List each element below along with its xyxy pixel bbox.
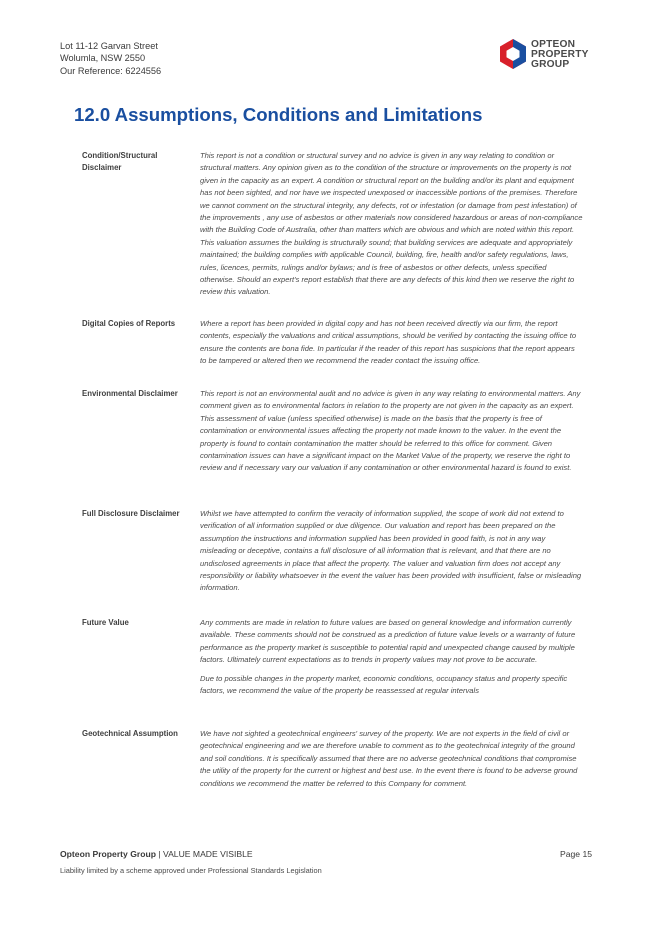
footer-separator: | [158, 849, 161, 859]
address-line: Wolumla, NSW 2550 [60, 53, 146, 64]
footer-brand: Opteon Property Group [60, 849, 156, 859]
section-paragraph: Whilst we have attempted to confirm the veracity of information supplied, the scope of work did not extend to verification of all information supplied or due diligence. Our valuation and report has been prepared on the assumption the instructions and information supplied has been provided in good faith, is not in any way misleading or deceptive, contains a full disclosure of all information that is relevant, and that there are no undisclosed agreements in place that affect the property. The valuer and valuation firm does not accept any responsibility or liability whatsoever in the event the valuer has been provided with insufficient, false or misleading information. [200, 509, 582, 593]
section-body [200, 318, 583, 368]
section-paragraph: Due to possible changes in the property market, economic conditions, occupancy status and property specific factors, we recommend the value of the property be reassessed at regular intervals [200, 673, 568, 696]
logo-line: OPTEON [531, 39, 576, 50]
logo-line: PROPERTY [531, 49, 589, 61]
section-paragraph: This report is not a condition or structural survey and no advice is given in any way relating to condition or structural matters. Any opinion given as to the condition of the structure or improvements on the property is not given in the capacity as an expert. A condition or structural report on the building and/or its plant and equipment has not been sighted, and nor have we inspected unexposed or inaccessible portions of the premises. Therefore we cannot comment on the structural integrity, any defects, rot or infestation (or damage from pest infestation) of the improvements , any use of asbestos or other materials now considered hazardous or areas of non-compliance with the Building Code of Australia, other than matters which are obvious and which are noted within this report. This valuation assumes the building is structurally sound; that building services are adequate and appropriately maintained; the building complies with applicable Council, building, fire, health and/or safety regulations, laws, rules, licences, permits, rulings and/or bylaws; and is free of asbestos or other defects, unless specified otherwise. Should an expert's report establish that there are any defects of this kind then we reserve the right to review this valuation. [200, 151, 583, 297]
section-label: Digital Copies of Reports [82, 319, 176, 328]
section-title: 12.0 Assumptions, Conditions and Limitations [74, 104, 483, 125]
footer-tagline: VALUE MADE VISIBLE [162, 849, 253, 859]
section-paragraph: This report is not an environmental audit and no advice is given in any way relating to environmental matters. Any comment given as to environmental factors in relation to the property are not given in the capacity as an expert. This assessment of value (unless specified otherwise) is made on the basis that the property is free of contamination or environmental issues affecting the property not made known to the valuer. In the event the property is found to contain contamination the matter should be referred to this office for comment. Given contamination issues can have a significant impact on the Market Value of the property, we reserve the right to review and if necessary vary our valuation if any contamination or other environmental hazard is found to exist. [200, 389, 581, 473]
footer-liability: Liability limited by a scheme approved under Professional Standards Legislation [60, 866, 322, 875]
opteon-hexagon-logo-icon [498, 38, 528, 70]
footer-branding [60, 849, 253, 859]
section-body [200, 150, 583, 299]
section-body [200, 617, 583, 697]
page-number: Page 15 [560, 849, 593, 859]
section-body [200, 728, 583, 790]
section-paragraph: Where a report has been provided in digital copy and has not been received directly via our firm, the report contents, especially the valuations and critical assumptions, should be verified by contacting the issuing office to ensure the contents are bona fide. In particular if the reader of this report has suspicions that the report appears to be tampered or altered then we recommend the reader contact the issuing office. [200, 319, 577, 366]
section-body [200, 508, 583, 595]
reference-line: Our Reference: 6224556 [60, 65, 162, 76]
property-address [60, 40, 161, 77]
section-label: Future Value [82, 618, 129, 627]
section-label: Environmental Disclaimer [82, 389, 178, 398]
address-line: Lot 11-12 Garvan Street [60, 41, 158, 51]
section-paragraph: Any comments are made in relation to future values are based on general knowledge and information currently available. These comments should not be construed as a prediction of future value levels or a warranty of future performance as the property market is susceptible to potential rapid and unexpected change caused by multiple factors. Ultimately current expectations as to trends in property values may not prove to be accurate. [200, 618, 576, 665]
company-logo [498, 38, 610, 74]
logo-line: GROUP [531, 59, 570, 71]
section-paragraph: We have not sighted a geotechnical engineers' survey of the property. We are not experts in the field of civil or geotechnical engineering and we are therefore unable to comment as to the geotechnical integrity of the ground and soil conditions. It is specifically assumed that there are no adverse geotechnical conditions that compromise the utility of the property for the current or highest and best use. In the event there is found to be adverse ground conditions we recommend the matter be referred to this Company for comment. [200, 729, 578, 788]
section-label: Condition/Structural Disclaimer [82, 151, 158, 173]
section-body [200, 388, 583, 475]
logo-wordmark [531, 40, 589, 71]
section-label: Full Disclosure Disclaimer [82, 509, 180, 518]
section-label: Geotechnical Assumption [82, 729, 178, 738]
